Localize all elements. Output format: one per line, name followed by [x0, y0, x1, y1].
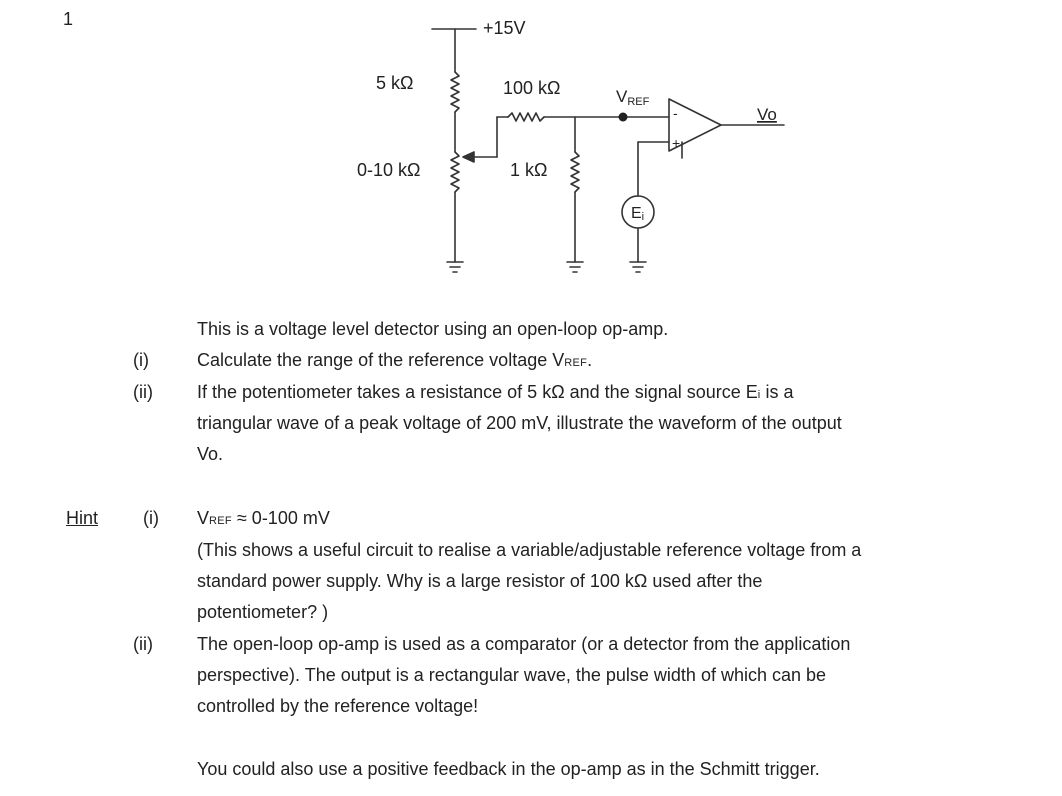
- supply-label: +15V: [483, 18, 526, 38]
- circuit-diagram: [0, 0, 1062, 300]
- hint-i-line2: standard power supply. Why is a large resistor of 100 kΩ used after the: [197, 571, 763, 591]
- hint-i-line3: potentiometer? ): [197, 602, 329, 622]
- ground-symbol-2: [567, 262, 583, 272]
- hint-ii-line2: perspective). The output is a rectangular wave, the pulse width of which can be: [197, 665, 827, 685]
- question-number: 1: [63, 9, 74, 29]
- vref-node-dot: [619, 113, 628, 122]
- output-label: Vo: [757, 105, 777, 124]
- hint-i-answer: VREF ≈ 0-100 mV: [197, 508, 330, 528]
- question-part-ii-label: (ii): [133, 382, 153, 402]
- resistor-1k: [571, 152, 579, 192]
- source-label: Ei: [631, 205, 645, 223]
- hint-ii-line1: The open-loop op-amp is used as a comparator (or a detector from the application: [197, 634, 851, 654]
- question-part-ii-line2: triangular wave of a peak voltage of 200 mV, illustrate the waveform of the output: [197, 413, 842, 433]
- hint-i-label: (i): [143, 508, 159, 528]
- r-bottom-label: 1 kΩ: [510, 160, 548, 180]
- ground-symbol-3: [630, 262, 646, 272]
- question-intro: This is a voltage level detector using an open-loop op-amp.: [197, 319, 669, 339]
- question-part-ii-line1: If the potentiometer takes a resistance of 5 kΩ and the signal source Ei is a: [197, 382, 794, 402]
- hint-ii-label: (ii): [133, 634, 153, 654]
- vref-label: VREF: [616, 87, 650, 108]
- ground-symbol-1: [447, 262, 463, 272]
- r-top-label: 5 kΩ: [376, 73, 414, 93]
- hint-footer: You could also use a positive feedback in the op-amp as in the Schmitt trigger.: [197, 759, 820, 779]
- opamp-plus-label: +: [672, 135, 681, 151]
- question-part-i-label: (i): [133, 350, 149, 370]
- hint-ii-line3: controlled by the reference voltage!: [197, 696, 479, 716]
- question-part-ii-line3: Vo.: [197, 444, 224, 464]
- resistor-100k: [508, 113, 544, 121]
- potentiometer-0-10k: [451, 152, 459, 192]
- resistor-5k: [451, 72, 459, 112]
- opamp-minus-label: -: [673, 105, 678, 121]
- question-part-i-text: Calculate the range of the reference voltage VREF.: [197, 350, 593, 370]
- pot-wiper-arrow: [463, 152, 474, 162]
- pot-label: 0-10 kΩ: [357, 160, 421, 180]
- hint-heading: Hint: [66, 508, 99, 528]
- hint-i-line1: (This shows a useful circuit to realise a variable/adjustable reference voltage from a: [197, 540, 862, 560]
- r-series-label: 100 kΩ: [503, 78, 561, 98]
